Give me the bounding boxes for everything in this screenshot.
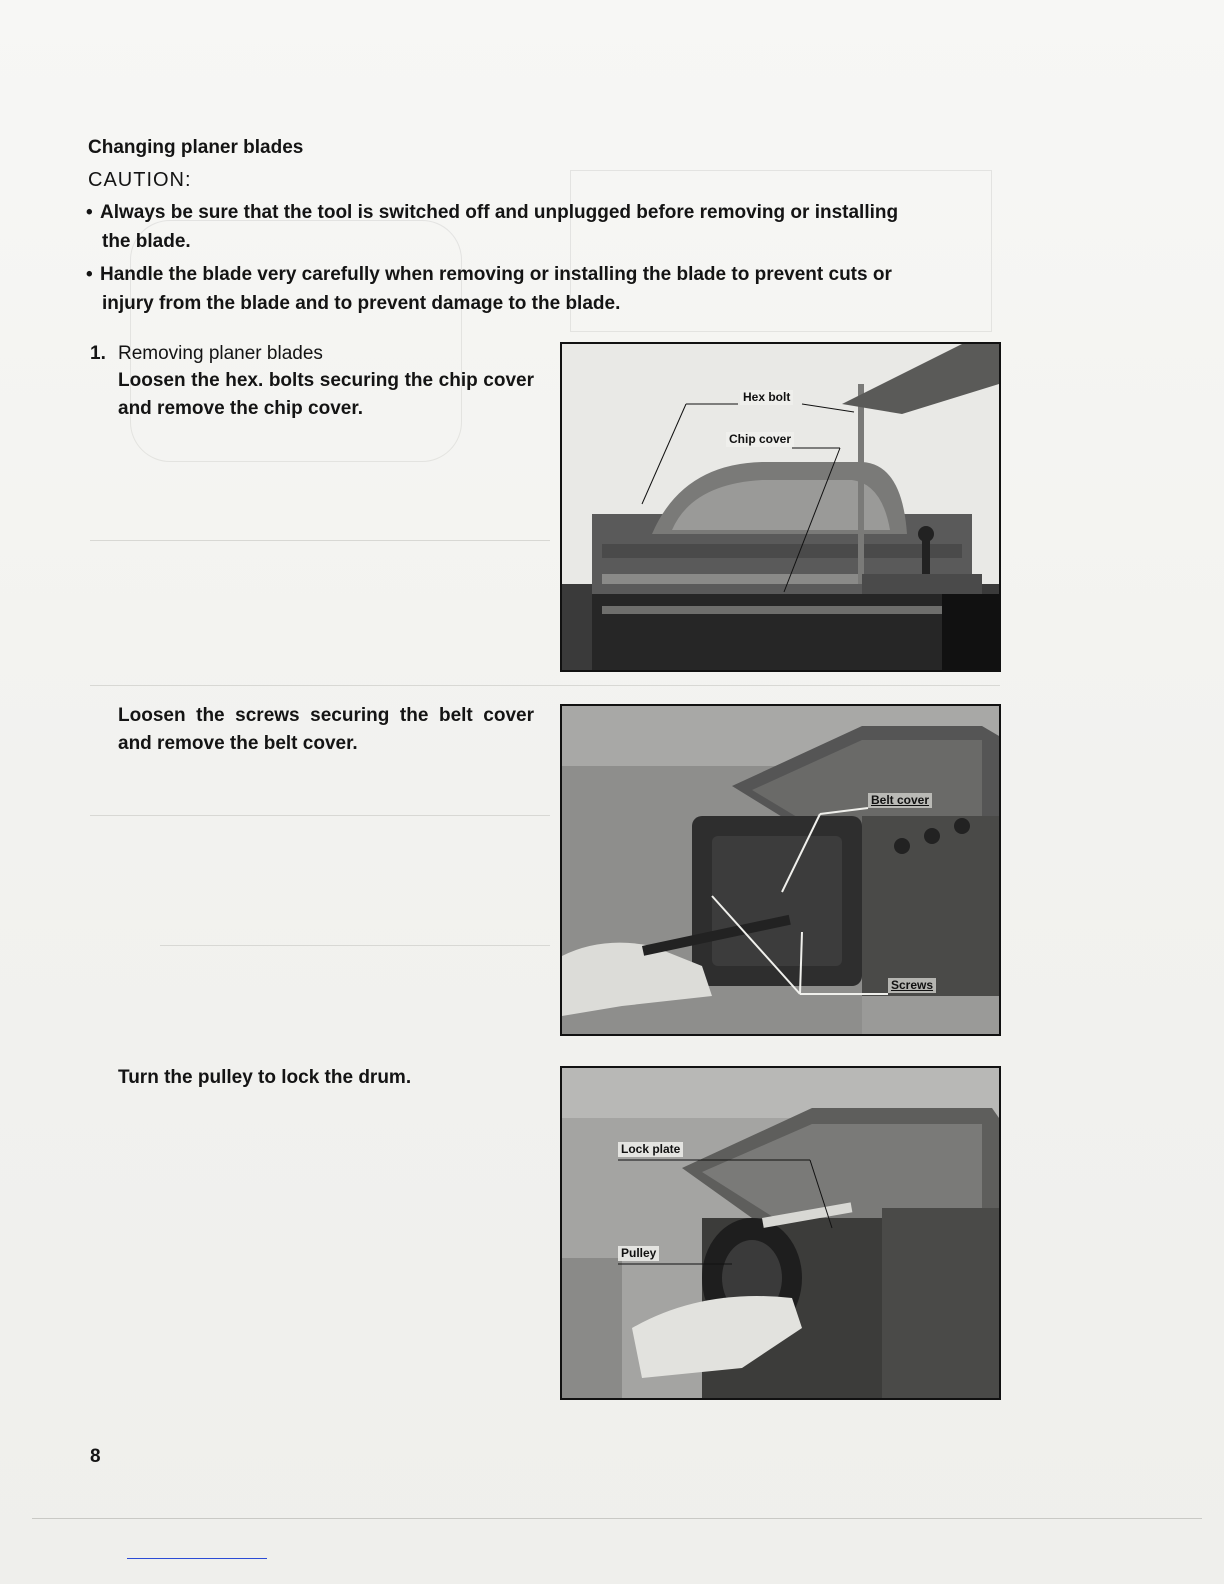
callout-chip-cover: Chip cover [726,432,794,447]
bullet-dot: • [86,264,93,285]
callout-leader-lines [562,1068,999,1398]
callout-leader-lines [562,344,999,670]
caution-bullet-line: Always be sure that the tool is switched off and unplugged before removing or installing [100,202,899,223]
callout-screws: Screws [888,978,936,993]
step-instruction: Loosen the hex. bolts securing the chip cover and remove the chip cover. [118,370,534,419]
bleed-through-rule [90,685,1000,686]
caution-bullet-line: injury from the blade and to prevent damage to the blade. [102,293,621,314]
callout-leader-lines [562,706,999,1034]
bleed-through-rule [90,540,550,541]
bleed-through-rule [90,815,550,816]
photo-belt-cover [560,704,1001,1036]
callout-pulley: Pulley [618,1246,659,1261]
footer-link-underline [127,1558,267,1559]
section-title: Changing planer blades [88,137,304,158]
step-number: 1. [90,343,106,364]
photo-chip-cover [560,342,1001,672]
bullet-dot: • [86,202,93,223]
bleed-through-rule [160,945,550,946]
photo-pulley [560,1066,1001,1400]
step-instruction: Loosen the screws securing the belt cover and remove the belt cover. [118,705,534,754]
callout-lock-plate: Lock plate [618,1142,683,1157]
callout-belt-cover: Belt cover [868,793,932,808]
caution-bullet-line: the blade. [102,231,191,252]
page-number: 8 [90,1446,101,1467]
caution-bullet-line: Handle the blade very carefully when removing or installing the blade to prevent cuts or [100,264,892,285]
caution-bullet [86,198,1016,256]
callout-hex-bolt: Hex bolt [740,390,793,405]
step-instruction: Turn the pulley to lock the drum. [118,1067,412,1088]
caution-heading: CAUTION: [88,169,192,191]
footer-rule [32,1518,1202,1519]
step-title: Removing planer blades [118,343,323,364]
caution-bullet [86,260,1016,318]
